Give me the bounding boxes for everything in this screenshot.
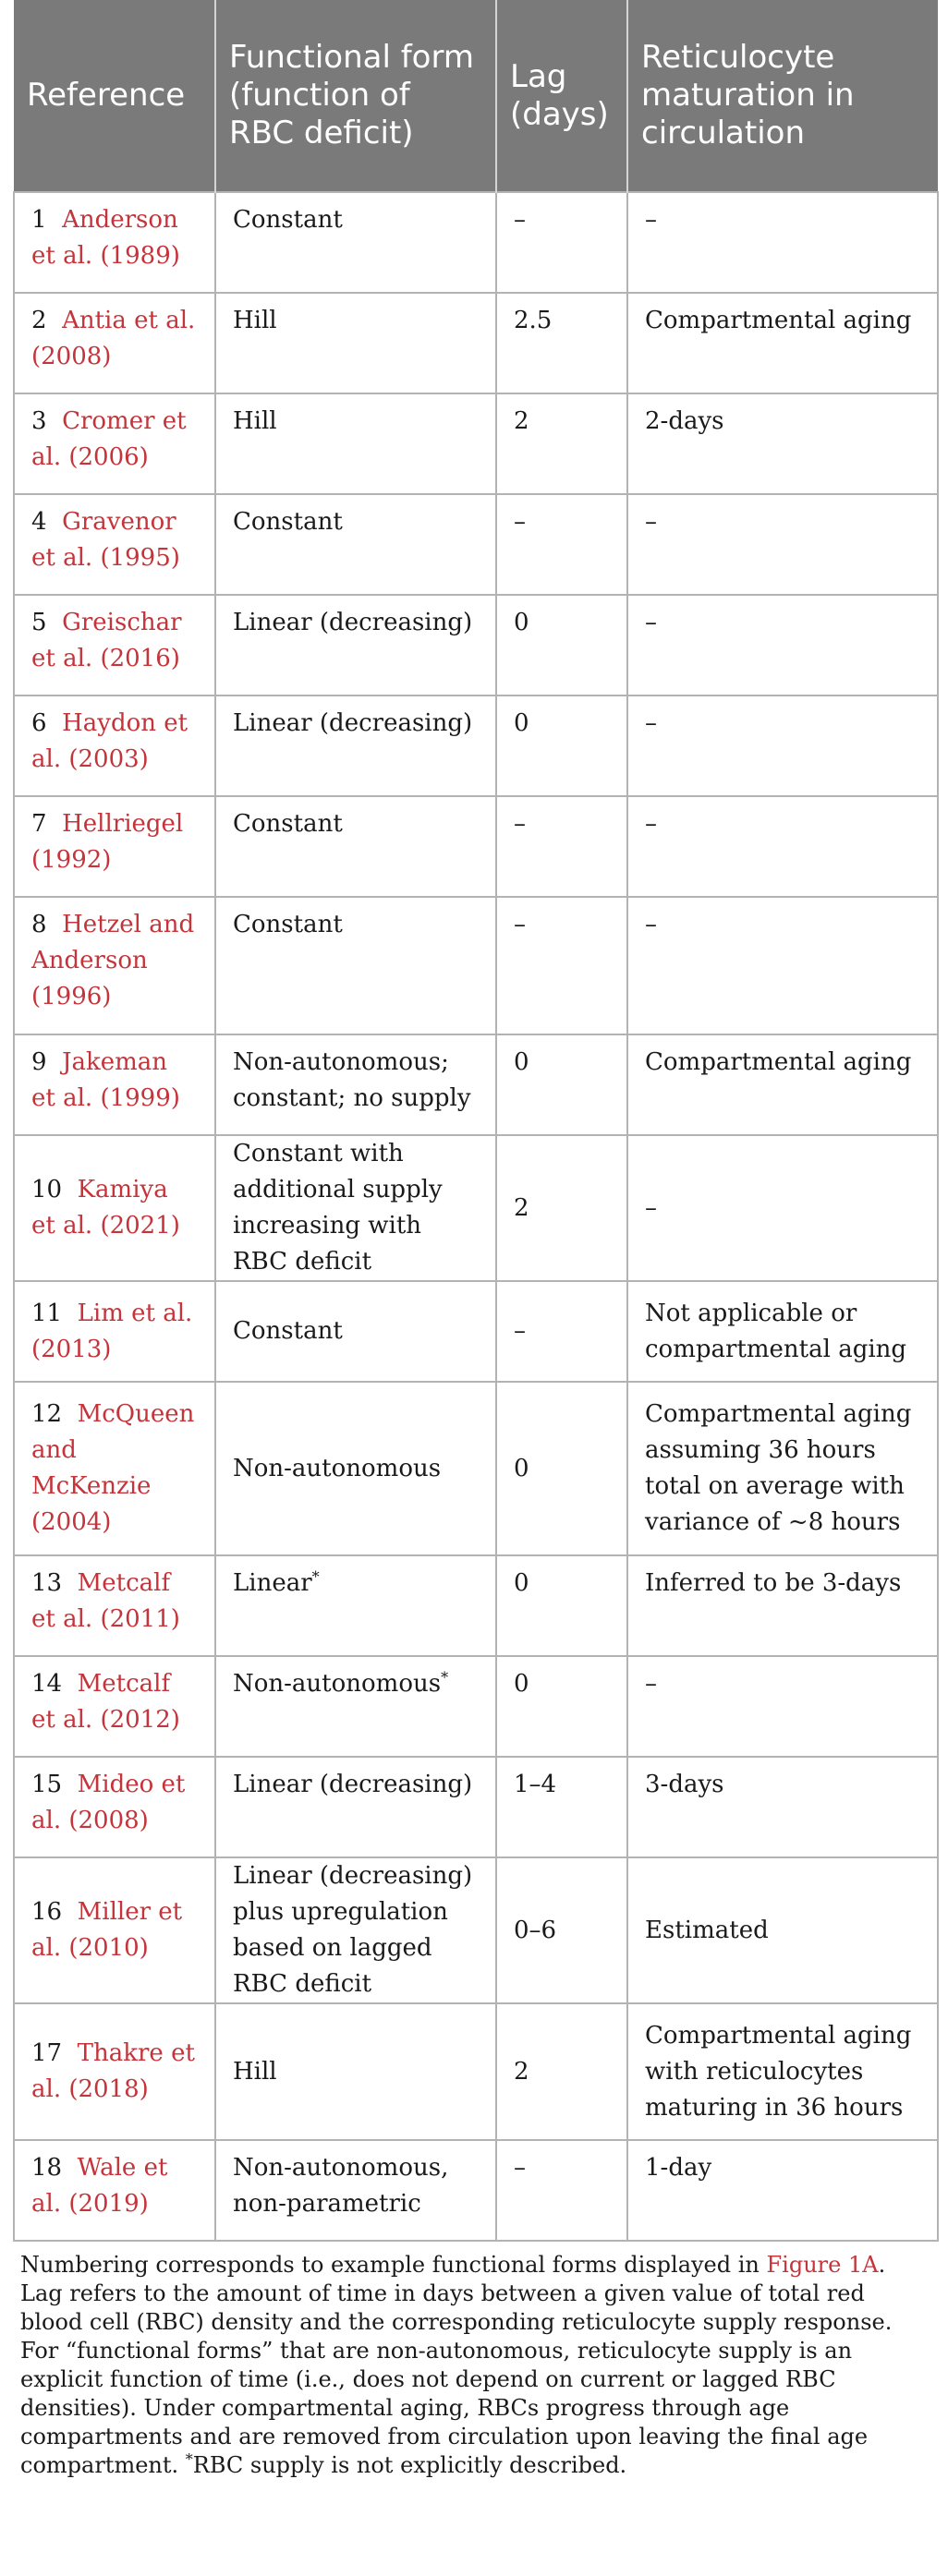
table-body — [14, 192, 938, 2241]
header-row — [14, 0, 938, 192]
reference-link[interactable]: Miller — [77, 1898, 152, 1926]
table-row — [14, 1281, 938, 1382]
cell-reference: 6 Haydon et al. (2003) — [14, 695, 215, 796]
reference-link-year[interactable]: and McKenzie (2004) — [31, 1436, 152, 1536]
reference-link[interactable]: Metcalf — [77, 1569, 171, 1597]
cell-functional-form: Linear (decreasing) — [215, 595, 496, 695]
reference-link[interactable]: Greischar — [62, 609, 182, 636]
cell-lag: – — [496, 2140, 627, 2241]
cell-functional-form: Constant with additional supply increasing with RBC deficit — [215, 1135, 496, 1281]
cell-functional-form: Non-autonomous — [215, 1382, 496, 1555]
cell-reference: 14 Metcalf et al. (2012) — [14, 1656, 215, 1757]
cell-functional-form: Constant — [215, 1281, 496, 1382]
cell-reference: 1 Anderson et al. (1989) — [14, 192, 215, 293]
cell-functional-form: Linear (decreasing) plus upregulation based on lagged RBC deficit — [215, 1857, 496, 2003]
cell-lag: 2 — [496, 1135, 627, 1281]
reference-link[interactable]: Anderson — [62, 206, 178, 234]
reference-link[interactable]: Mideo — [77, 1771, 154, 1798]
cell-reference: 11 Lim et al. (2013) — [14, 1281, 215, 1382]
reference-link-year[interactable]: et al. (2021) — [31, 1212, 180, 1240]
header-maturation: Reticulocyte maturation in circulation — [627, 0, 938, 192]
reference-link[interactable]: Thakre — [77, 2039, 164, 2067]
table-row — [14, 695, 938, 796]
cell-maturation: – — [627, 1135, 938, 1281]
table-container — [13, 0, 937, 2480]
table-row — [14, 1757, 938, 1857]
table-row — [14, 595, 938, 695]
cell-functional-form: Non-autonomous; constant; no supply — [215, 1034, 496, 1135]
reference-link[interactable]: Kamiya — [77, 1176, 168, 1203]
reference-link-year[interactable]: Anderson (1996) — [31, 947, 148, 1010]
cell-lag: 1–4 — [496, 1757, 627, 1857]
cell-lag: 0 — [496, 1034, 627, 1135]
cell-maturation: Estimated — [627, 1857, 938, 2003]
cell-functional-form: Linear (decreasing) — [215, 1757, 496, 1857]
reference-link-year[interactable]: et al. (2008) — [31, 1771, 186, 1834]
reference-link-year[interactable]: et al. (2012) — [31, 1706, 180, 1734]
reference-link[interactable]: Cromer — [62, 407, 155, 435]
cell-functional-form: Constant — [215, 494, 496, 595]
reference-link-year[interactable]: et al. (2008) — [31, 307, 196, 370]
cell-maturation: – — [627, 1656, 938, 1757]
reference-link[interactable]: Jakeman — [62, 1048, 168, 1076]
reference-link[interactable]: Hellriegel — [62, 810, 184, 838]
cell-lag: 0 — [496, 1656, 627, 1757]
table-row — [14, 897, 938, 1034]
reference-link-year[interactable]: et al. (2013) — [31, 1299, 193, 1363]
table-footnote: Numbering corresponds to example functional forms displayed in Figure 1A. Lag refers to the amount of time in days between a given value of total red blood cell (RBC) density and the corresponding reticulocyte supply response. For “functional forms” that are non-autonomous, reticulocyte supply is an explicit function of time (i.e., does not depend on current or lagged RBC densities). Under compartmental aging, RBCs progress through age compartments and are removed from circulation upon leaving the final age compartment. *RBC supply is not explicitly described. — [20, 2252, 893, 2478]
cell-lag: 2 — [496, 393, 627, 494]
reference-link-year[interactable]: et al. (2010) — [31, 1898, 183, 1962]
reticulocyte-supply-table — [13, 0, 939, 2242]
cell-lag: – — [496, 192, 627, 293]
header-functional-form: Functional form (function of RBC deficit) — [215, 0, 496, 192]
reference-link-year[interactable]: et al. (1995) — [31, 544, 180, 572]
cell-reference: 4 Gravenor et al. (1995) — [14, 494, 215, 595]
reference-link-year[interactable]: et al. (2011) — [31, 1605, 180, 1633]
cell-maturation: Compartmental aging — [627, 293, 938, 393]
cell-reference: 16 Miller et al. (2010) — [14, 1857, 215, 2003]
reference-link-year[interactable]: (1992) — [31, 846, 112, 874]
header-reference: Reference — [14, 0, 215, 192]
table-row — [14, 393, 938, 494]
cell-functional-form: Hill — [215, 293, 496, 393]
cell-reference: 13 Metcalf et al. (2011) — [14, 1555, 215, 1656]
cell-maturation: Inferred to be 3-days — [627, 1555, 938, 1656]
cell-lag: – — [496, 897, 627, 1034]
cell-functional-form: Non-autonomous* — [215, 1656, 496, 1757]
cell-maturation: 2-days — [627, 393, 938, 494]
cell-maturation: Compartmental aging — [627, 1034, 938, 1135]
cell-maturation: Compartmental aging assuming 36 hours total on average with variance of ~8 hours — [627, 1382, 938, 1555]
table-row — [14, 796, 938, 897]
table-row — [14, 2140, 938, 2241]
table-row — [14, 1656, 938, 1757]
reference-link[interactable]: Lim — [77, 1299, 124, 1327]
cell-reference: 15 Mideo et al. (2008) — [14, 1757, 215, 1857]
reference-link-year[interactable]: et al. (2016) — [31, 645, 180, 672]
cell-lag: 0 — [496, 1555, 627, 1656]
cell-maturation: 3-days — [627, 1757, 938, 1857]
reference-link[interactable]: Gravenor — [62, 508, 176, 536]
reference-link-year[interactable]: et al. (1989) — [31, 242, 180, 270]
table-row — [14, 293, 938, 393]
table-row — [14, 494, 938, 595]
table-row — [14, 1034, 938, 1135]
reference-link-year[interactable]: et al. (2019) — [31, 2154, 168, 2218]
cell-maturation: – — [627, 494, 938, 595]
figure-link[interactable]: Figure 1A — [766, 2252, 879, 2278]
reference-link[interactable]: Metcalf — [77, 1670, 171, 1698]
reference-link-year[interactable]: et al. (1999) — [31, 1084, 180, 1112]
reference-link[interactable]: McQueen — [77, 1400, 195, 1428]
cell-functional-form: Constant — [215, 192, 496, 293]
cell-maturation: – — [627, 192, 938, 293]
cell-functional-form: Linear* — [215, 1555, 496, 1656]
cell-maturation: – — [627, 595, 938, 695]
cell-lag: 0–6 — [496, 1857, 627, 2003]
cell-lag: – — [496, 796, 627, 897]
cell-maturation: – — [627, 796, 938, 897]
cell-reference: 9 Jakeman et al. (1999) — [14, 1034, 215, 1135]
cell-maturation: – — [627, 897, 938, 1034]
table-row — [14, 1857, 938, 2003]
cell-functional-form: Constant — [215, 796, 496, 897]
cell-reference: 2 Antia et al. (2008) — [14, 293, 215, 393]
cell-maturation: Not applicable or compartmental aging — [627, 1281, 938, 1382]
reference-link-year[interactable]: et al. (2006) — [31, 407, 187, 471]
reference-link-year[interactable]: et al. (2018) — [31, 2039, 195, 2103]
cell-lag: 0 — [496, 695, 627, 796]
cell-reference: 7 Hellriegel (1992) — [14, 796, 215, 897]
table-row — [14, 2003, 938, 2140]
cell-functional-form: Linear (decreasing) — [215, 695, 496, 796]
cell-functional-form: Hill — [215, 2003, 496, 2140]
cell-lag: 2 — [496, 2003, 627, 2140]
cell-reference: 12 McQueen and McKenzie (2004) — [14, 1382, 215, 1555]
cell-lag: 0 — [496, 595, 627, 695]
cell-reference: 18 Wale et al. (2019) — [14, 2140, 215, 2241]
cell-functional-form: Constant — [215, 897, 496, 1034]
table-row — [14, 1382, 938, 1555]
cell-reference: 5 Greischar et al. (2016) — [14, 595, 215, 695]
cell-maturation: – — [627, 695, 938, 796]
cell-reference: 10 Kamiya et al. (2021) — [14, 1135, 215, 1281]
cell-lag: 2.5 — [496, 293, 627, 393]
table-row — [14, 1555, 938, 1656]
reference-link[interactable]: Antia — [62, 307, 127, 334]
cell-lag: – — [496, 1281, 627, 1382]
cell-maturation: Compartmental aging with reticulocytes maturing in 36 hours — [627, 2003, 938, 2140]
reference-link[interactable]: Haydon — [62, 709, 156, 737]
table-row — [14, 1135, 938, 1281]
cell-functional-form: Hill — [215, 393, 496, 494]
reference-link-year[interactable]: et al. (2003) — [31, 709, 188, 773]
reference-link[interactable]: Hetzel and — [62, 911, 195, 938]
cell-functional-form: Non-autonomous, non-parametric — [215, 2140, 496, 2241]
cell-reference: 3 Cromer et al. (2006) — [14, 393, 215, 494]
cell-reference: 17 Thakre et al. (2018) — [14, 2003, 215, 2140]
cell-lag: 0 — [496, 1382, 627, 1555]
cell-reference: 8 Hetzel and Anderson (1996) — [14, 897, 215, 1034]
cell-lag: – — [496, 494, 627, 595]
header-lag: Lag (days) — [496, 0, 627, 192]
cell-maturation: 1-day — [627, 2140, 938, 2241]
table-row — [14, 192, 938, 293]
reference-link[interactable]: Wale — [77, 2154, 137, 2182]
